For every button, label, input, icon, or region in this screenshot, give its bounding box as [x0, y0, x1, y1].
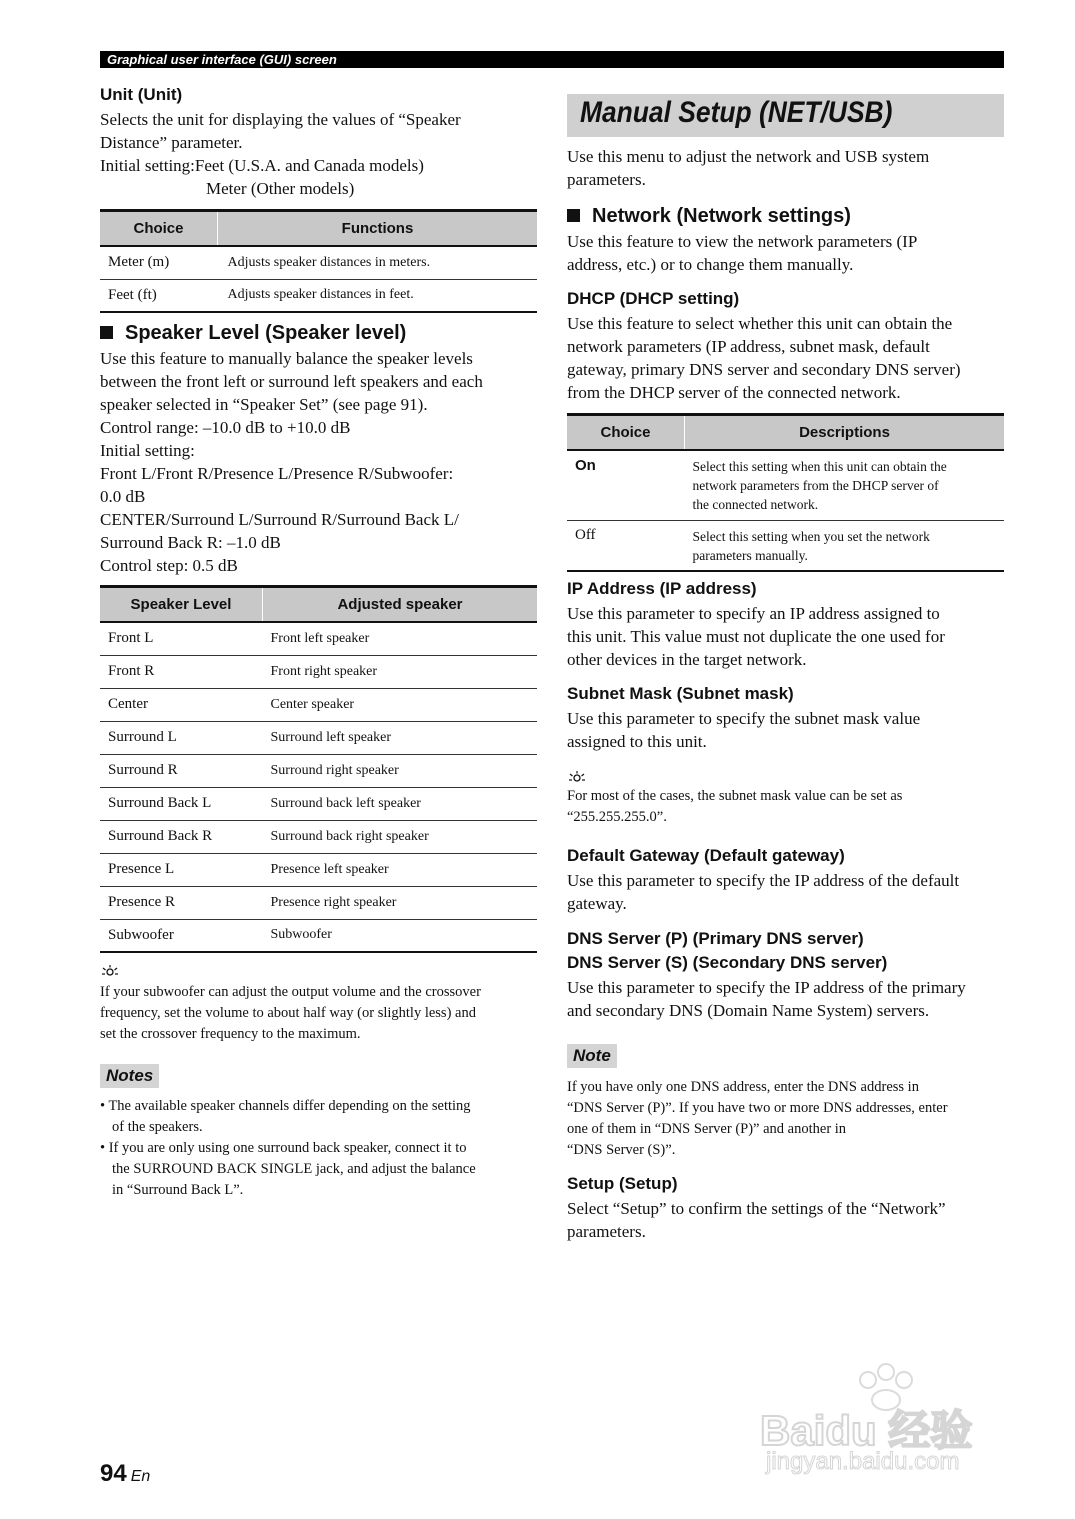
note-item-line: of the speakers.: [112, 1119, 203, 1135]
baidu-watermark: [760, 1360, 1010, 1480]
network-section: [567, 205, 1004, 276]
tip-line: set the crossover frequency to the maximum.: [100, 1026, 361, 1042]
dhcp-table-header-choice: Choice: [567, 415, 685, 451]
ip-heading: IP Address (IP address): [567, 579, 757, 598]
dhcp-section: [567, 289, 1004, 404]
notes-list: [100, 1096, 537, 1201]
adjusted-speaker-cell: Presence left speaker: [263, 853, 538, 886]
speaker-level-heading: Speaker Level (Speaker level): [100, 322, 537, 345]
speaker-level-section: [100, 322, 537, 577]
adjusted-speaker-cell: Front right speaker: [263, 655, 538, 688]
table-row: [100, 820, 537, 853]
dhcp-desc-line: Select this setting when you set the network: [692, 528, 930, 544]
adjusted-speaker-cell: Surround left speaker: [263, 721, 538, 754]
note-line: one of them in “DNS Server (P)” and another in: [567, 1121, 847, 1137]
speaker-level-cell: Front L: [100, 622, 263, 655]
dhcp-desc-line: Select this setting when this unit can obtain the: [692, 459, 947, 474]
dhcp-description-cell: [685, 450, 1005, 520]
gateway-heading: Default Gateway (Default gateway): [567, 846, 845, 865]
setup-section: [567, 1174, 1004, 1243]
table-row: [100, 279, 537, 312]
note-line: If you have only one DNS address, enter the DNS address in: [567, 1079, 919, 1095]
intro: [567, 145, 1004, 191]
subnet-tip-line: “255.255.255.0”.: [567, 809, 667, 825]
speaker-level-line: 0.0 dB: [100, 487, 146, 506]
gateway-line: Use this parameter to specify the IP address of the default: [567, 871, 960, 890]
speaker-level-line: speaker selected in “Speaker Set” (see page 91).: [100, 395, 428, 414]
table-row: [100, 853, 537, 886]
adjusted-speaker-cell: Surround back right speaker: [263, 820, 538, 853]
setup-line: parameters.: [567, 1222, 646, 1241]
unit-desc-line2: Distance” parameter.: [100, 133, 243, 152]
table-row: [100, 787, 537, 820]
speaker-table-header-level: Speaker Level: [100, 587, 263, 623]
ip-section: [567, 579, 1004, 671]
dns-line: Use this parameter to specify the IP address of the primary: [567, 978, 966, 997]
page-title: Manual Setup (NET/USB): [580, 96, 893, 129]
speaker-level-cell: Front R: [100, 655, 263, 688]
speaker-level-cell: Subwoofer: [100, 919, 263, 952]
table-row: [100, 886, 537, 919]
dns-section: [567, 929, 1004, 1022]
intro-line: parameters.: [567, 170, 646, 189]
speaker-level-line: Control step: 0.5 dB: [100, 556, 238, 575]
unit-choice-cell: Meter (m): [100, 246, 218, 279]
speaker-level-body: [100, 347, 537, 577]
page-number: [100, 1460, 150, 1488]
dhcp-table-header-descriptions: Descriptions: [685, 415, 1005, 451]
note-item-line: • If you are only using one surround back speaker, connect it to: [100, 1140, 467, 1156]
dhcp-line: network parameters (IP address, subnet mask, default: [567, 337, 930, 356]
speaker-level-cell: Presence R: [100, 886, 263, 919]
note-item-line: • The available speaker channels differ depending on the setting: [100, 1098, 471, 1114]
speaker-level-line: Control range: –10.0 dB to +10.0 dB: [100, 418, 351, 437]
speaker-level-line: Use this feature to manually balance the speaker levels: [100, 349, 473, 368]
ip-line: other devices in the target network.: [567, 650, 807, 669]
section-title-box: [567, 94, 1004, 137]
table-row: [100, 919, 537, 952]
note-label: Note: [567, 1044, 617, 1068]
table-row: [567, 450, 1004, 520]
ip-line: this unit. This value must not duplicate the one used for: [567, 627, 945, 646]
unit-initial-setting: [100, 154, 537, 177]
dns-primary-heading: DNS Server (P) (Primary DNS server): [567, 929, 864, 948]
section-title: Graphical user interface (GUI) screen: [107, 52, 337, 67]
network-line: Use this feature to view the network parameters (IP: [567, 232, 918, 251]
adjusted-speaker-cell: Center speaker: [263, 688, 538, 721]
speaker-level-table-wrap: [100, 585, 537, 953]
watermark-brand: Baidu 经验: [760, 1407, 973, 1454]
dhcp-line: gateway, primary DNS server and secondary DNS server): [567, 360, 961, 379]
subnet-tip-line: For most of the cases, the subnet mask value can be set as: [567, 788, 903, 804]
unit-table-wrap: [100, 209, 537, 313]
dhcp-table-wrap: [567, 413, 1004, 572]
network-heading: Network (Network settings): [567, 205, 1004, 228]
table-row: [567, 520, 1004, 571]
adjusted-speaker-cell: Subwoofer: [263, 919, 538, 952]
unit-function-cell: Adjusts speaker distances in meters.: [218, 246, 538, 279]
table-row: [100, 622, 537, 655]
gateway-section: [567, 846, 1004, 915]
dns-note-section: [567, 1044, 1004, 1161]
tip-line: frequency, set the volume to about half way (or slightly less) and: [100, 1005, 476, 1021]
dns-secondary-heading: DNS Server (S) (Secondary DNS server): [567, 953, 888, 972]
dhcp-line: from the DHCP server of the connected network.: [567, 383, 901, 402]
speaker-level-line: Surround Back R: –1.0 dB: [100, 533, 281, 552]
dhcp-choice-cell: Off: [567, 520, 685, 571]
notes-section: [100, 1064, 537, 1201]
note-item-line: in “Surround Back L”.: [112, 1182, 244, 1198]
square-bullet-icon: [567, 209, 580, 222]
speaker-level-line: between the front left or surround left speakers and each: [100, 372, 483, 391]
tip-lightbulb-icon: [567, 770, 587, 784]
speaker-level-cell: Presence L: [100, 853, 263, 886]
dhcp-table: [567, 413, 1004, 572]
speaker-level-line: Initial setting:: [100, 441, 195, 460]
speaker-level-line: Front L/Front R/Presence L/Presence R/Subwoofer:: [100, 464, 454, 483]
ip-line: Use this parameter to specify an IP address assigned to: [567, 604, 940, 623]
unit-desc-line1: Selects the unit for displaying the values of “Speaker: [100, 110, 461, 129]
note-item-line: the SURROUND BACK SINGLE jack, and adjust the balance: [112, 1161, 476, 1177]
watermark-url: jingyan.baidu.com: [766, 1448, 960, 1475]
adjusted-speaker-cell: Presence right speaker: [263, 886, 538, 919]
speaker-level-table: [100, 585, 537, 953]
intro-line: Use this menu to adjust the network and USB system: [567, 147, 930, 166]
unit-function-cell: Adjusts speaker distances in feet.: [218, 279, 538, 312]
note-line: “DNS Server (P)”. If you have two or more DNS addresses, enter: [567, 1100, 948, 1116]
speaker-table-header-adjusted: Adjusted speaker: [263, 587, 538, 623]
unit-choice-cell: Feet (ft): [100, 279, 218, 312]
unit-table: [100, 209, 537, 313]
square-bullet-icon: [100, 326, 113, 339]
notes-label: Notes: [100, 1064, 159, 1088]
speaker-level-cell: Surround Back R: [100, 820, 263, 853]
subnet-heading: Subnet Mask (Subnet mask): [567, 684, 794, 703]
dhcp-choice-cell: On: [567, 450, 685, 520]
unit-initial-value1: Feet (U.S.A. and Canada models): [194, 156, 424, 175]
subnet-line: assigned to this unit.: [567, 732, 707, 751]
setup-heading: Setup (Setup): [567, 1174, 678, 1193]
table-row: [100, 688, 537, 721]
subwoofer-tip: [100, 964, 537, 1045]
tip-line: If your subwoofer can adjust the output volume and the crossover: [100, 984, 481, 1000]
dhcp-desc-line: parameters manually.: [692, 547, 808, 563]
speaker-level-cell: Center: [100, 688, 263, 721]
dns-line: and secondary DNS (Domain Name System) servers.: [567, 1001, 930, 1020]
dhcp-desc-line: network parameters from the DHCP server of: [692, 478, 939, 493]
unit-table-header-choice: Choice: [100, 211, 218, 247]
speaker-level-line: CENTER/Surround L/Surround R/Surround Back L/: [100, 510, 459, 529]
unit-initial-value2: Meter (Other models): [206, 179, 355, 198]
setup-line: Select “Setup” to confirm the settings of the “Network”: [567, 1199, 946, 1218]
subnet-section: [567, 684, 1004, 828]
unit-table-header-functions: Functions: [218, 211, 538, 247]
table-row: [100, 754, 537, 787]
page-lang: En: [130, 1468, 151, 1485]
unit-initial-label: Initial setting:: [100, 156, 195, 175]
table-row: [100, 246, 537, 279]
dhcp-heading: DHCP (DHCP setting): [567, 289, 740, 308]
speaker-level-cell: Surround L: [100, 721, 263, 754]
page-number-value: 94: [100, 1460, 127, 1487]
network-line: address, etc.) or to change them manually.: [567, 255, 854, 274]
tip-lightbulb-icon: [100, 964, 120, 978]
dhcp-desc-line: the connected network.: [692, 497, 819, 512]
adjusted-speaker-cell: Surround back left speaker: [263, 787, 538, 820]
note-line: “DNS Server (S)”.: [567, 1142, 676, 1158]
table-row: [100, 721, 537, 754]
unit-heading: Unit (Unit): [100, 85, 183, 104]
unit-section: [100, 85, 537, 200]
gateway-line: gateway.: [567, 894, 627, 913]
adjusted-speaker-cell: Surround right speaker: [263, 754, 538, 787]
table-row: [100, 655, 537, 688]
dhcp-line: Use this feature to select whether this unit can obtain the: [567, 314, 953, 333]
adjusted-speaker-cell: Front left speaker: [263, 622, 538, 655]
section-header-bar: [100, 51, 1004, 68]
speaker-level-cell: Surround R: [100, 754, 263, 787]
dhcp-description-cell: [685, 520, 1005, 571]
subnet-line: Use this parameter to specify the subnet mask value: [567, 709, 921, 728]
note-body: [567, 1077, 1004, 1161]
speaker-level-cell: Surround Back L: [100, 787, 263, 820]
